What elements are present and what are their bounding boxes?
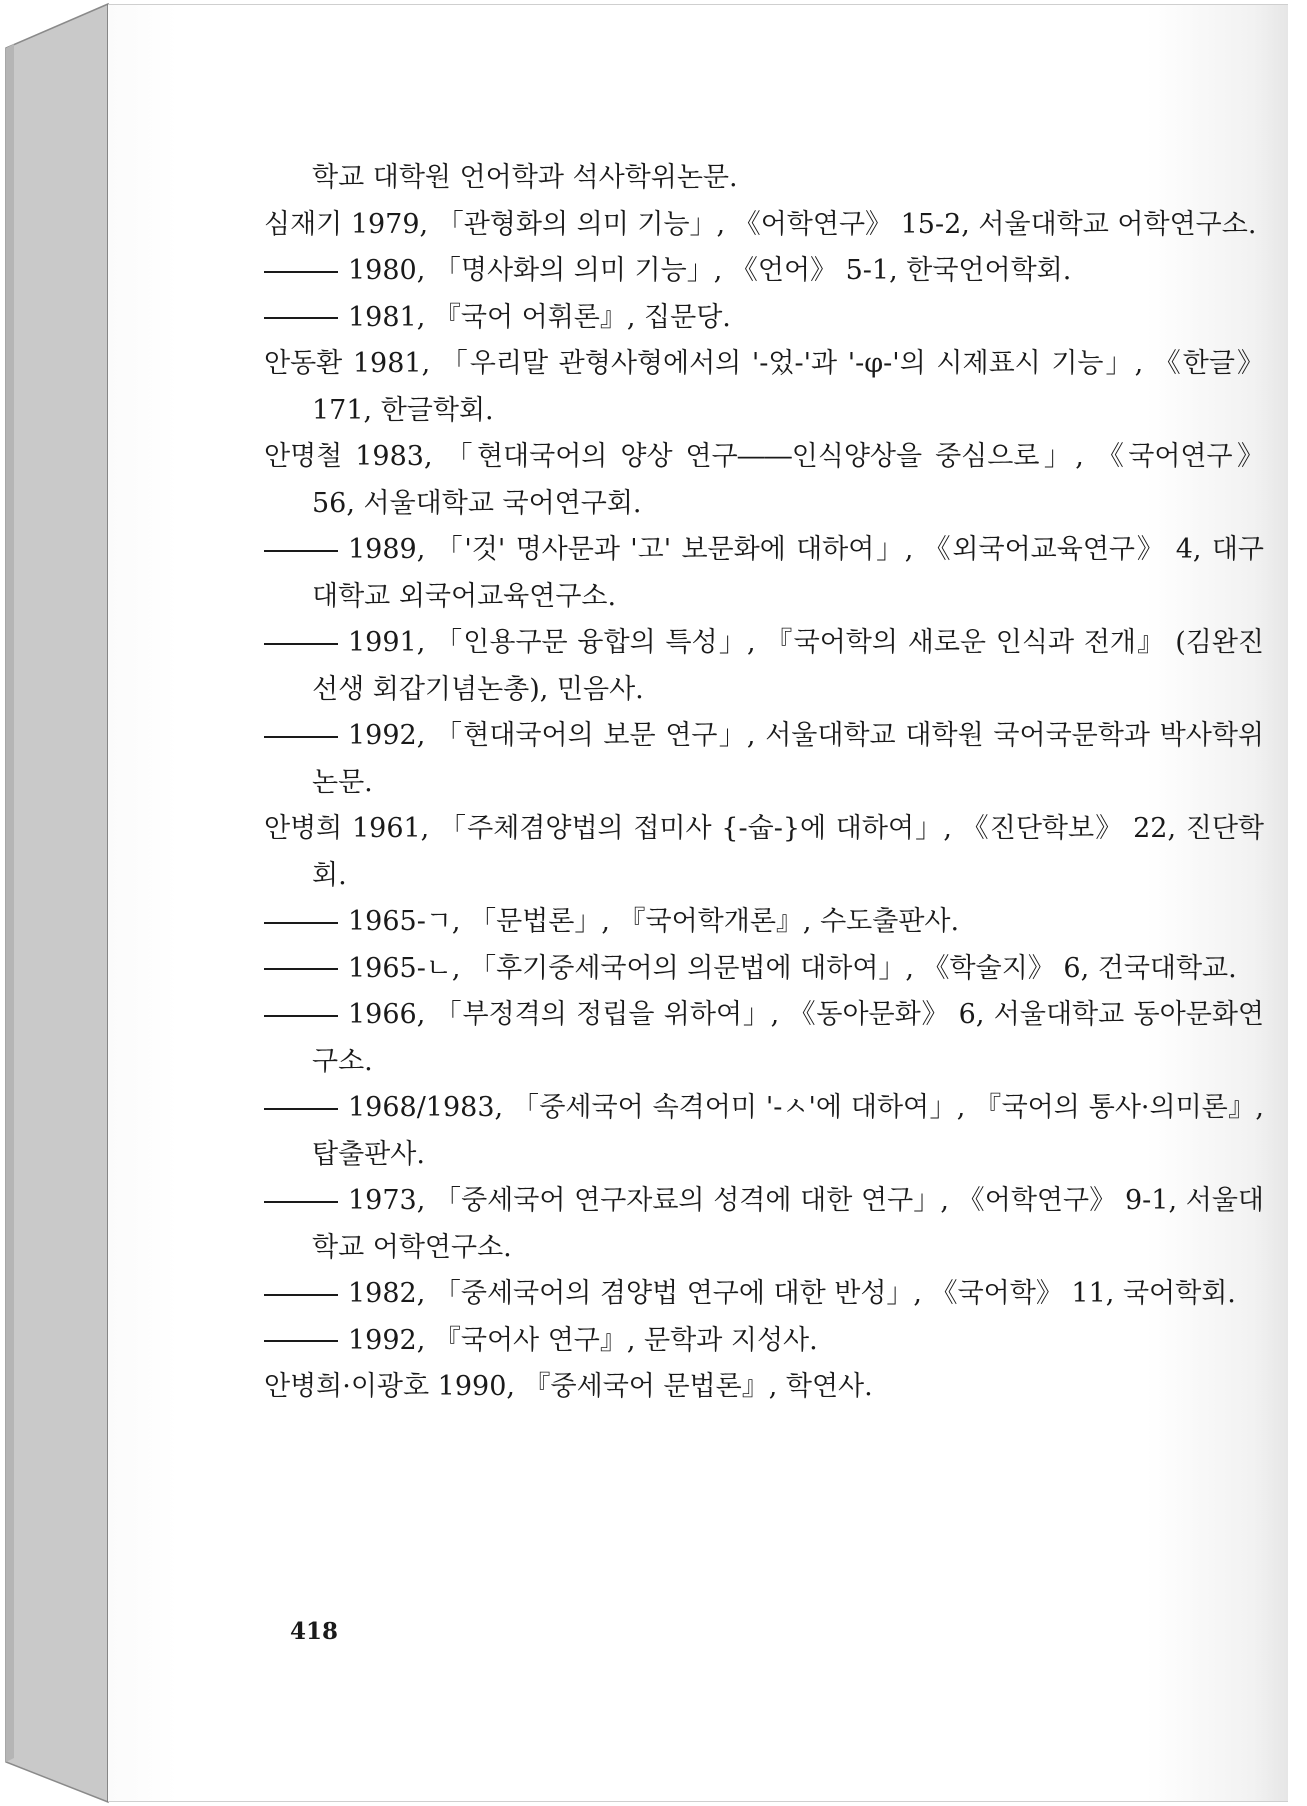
entry-text: 1992, 「현대국어의 보문 연구」, 서울대학교 대학원 국어국문학과 박사학위논문.	[312, 720, 1264, 798]
bibliography	[264, 155, 1264, 1411]
bib-entry	[264, 899, 1264, 946]
bib-entry	[264, 1318, 1264, 1365]
entry-text: 1989, 「'것' 명사문과 '고' 보문화에 대하여」, 《외국어교육연구》 4, 대구대학교 외국어교육연구소.	[312, 534, 1264, 612]
bib-entry	[264, 202, 1264, 249]
entry-text: 1965-ㄱ, 「문법론」, 『국어학개론』, 수도출판사.	[348, 906, 960, 937]
entry-text: 1981, 『국어 어휘론』, 집문당.	[348, 301, 731, 333]
book-page	[108, 4, 1288, 1802]
entry-text: 안동환 1981, 「우리말 관형사형에서의 '-었-'과 '-φ-'의 시제표시 기능」, 《한글》 171, 한글학회.	[264, 348, 1264, 426]
entry-text: 1966, 「부정격의 정립을 위하여」, 《동아문화》 6, 서울대학교 동아문화연구소.	[312, 999, 1264, 1077]
entry-text: 학교 대학원 언어학과 석사학위논문.	[312, 162, 738, 193]
entry-text: 1980, 「명사화의 의미 기능」, 《언어》 5-1, 한국언어학회.	[348, 255, 1072, 286]
bib-entry	[264, 434, 1264, 527]
bib-entry	[264, 992, 1264, 1085]
bib-entry	[264, 1085, 1264, 1178]
ditto-dash	[264, 317, 338, 319]
ditto-dash	[264, 922, 338, 924]
bib-entry	[264, 713, 1264, 806]
entry-text: 1965-ㄴ, 「후기중세국어의 의문법에 대하여」, 《학술지》 6, 건국대학교.	[348, 952, 1237, 984]
bib-entry	[264, 295, 1264, 342]
entry-text: 안병희 1961, 「주체겸양법의 접미사 {-숩-}에 대하여」, 《진단학보》 22, 진단학회.	[264, 813, 1264, 891]
ditto-dash	[264, 550, 338, 552]
bib-entry	[264, 946, 1264, 993]
bib-entry	[264, 620, 1264, 713]
ditto-dash	[264, 1015, 338, 1017]
bib-entry	[264, 1271, 1264, 1318]
entry-text: 1973, 「중세국어 연구자료의 성격에 대한 연구」, 《어학연구》 9-1, 서울대학교 어학연구소.	[312, 1185, 1264, 1263]
ditto-dash	[264, 968, 338, 970]
book-spine	[0, 0, 110, 1806]
bib-entry	[264, 806, 1264, 899]
entry-text: 안병희·이광호 1990, 『중세국어 문법론』, 학연사.	[264, 1371, 873, 1402]
bib-entry	[264, 155, 1264, 202]
ditto-dash	[264, 736, 338, 738]
entry-text: 1991, 「인용구문 융합의 특성」, 『국어학의 새로운 인식과 전개』 (김완진선생 회갑기념논총), 민음사.	[312, 627, 1264, 705]
bib-entry	[264, 1178, 1264, 1271]
ditto-dash	[264, 643, 338, 645]
ditto-dash	[264, 1340, 338, 1342]
ditto-dash	[264, 1201, 338, 1203]
ditto-dash	[264, 271, 338, 273]
entry-text: 1992, 『국어사 연구』, 문학과 지성사.	[348, 1324, 818, 1356]
ditto-dash	[264, 1294, 338, 1296]
entry-text: 심재기 1979, 「관형화의 의미 기능」, 《어학연구》 15-2, 서울대학교 어학연구소.	[264, 208, 1257, 240]
bib-entry	[264, 527, 1264, 620]
bib-entry	[264, 1364, 1264, 1411]
page-number: 418	[290, 1618, 339, 1645]
entry-text: 1982, 「중세국어의 겸양법 연구에 대한 반성」, 《국어학》 11, 국어학회.	[348, 1278, 1236, 1309]
bib-entry	[264, 248, 1264, 295]
ditto-dash	[264, 1108, 338, 1110]
entry-text: 안명철 1983, 「현대국어의 양상 연구――인식양상을 중심으로」, 《국어연구》 56, 서울대학교 국어연구회.	[264, 441, 1264, 519]
entry-text: 1968/1983, 「중세국어 속격어미 '-ㅅ'에 대하여」, 『국어의 통사·의미론』, 탑출판사.	[312, 1092, 1264, 1170]
bib-entry	[264, 341, 1264, 434]
